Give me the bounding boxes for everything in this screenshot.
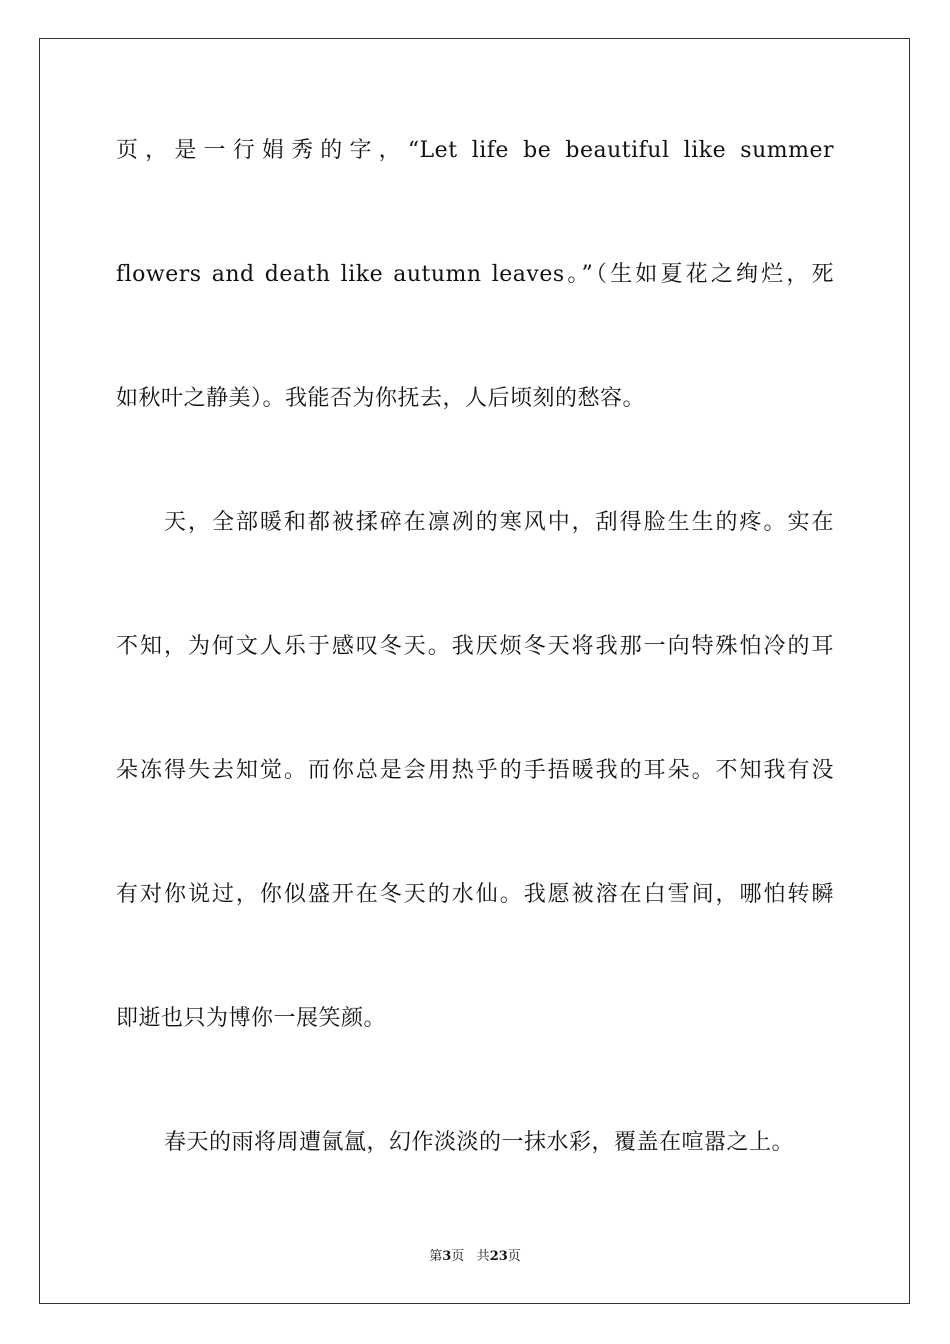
footer-total-suffix: 页: [507, 1249, 521, 1264]
text-line-3: 如秋叶之静美）。我能否为你抚去，人后顷刻的愁容。: [116, 386, 646, 411]
text-line-4: 天，全部暖和都被揉碎在凛冽的寒风中，刮得脸生生的疼。实在: [164, 510, 834, 535]
footer-prefix: 第: [429, 1249, 443, 1264]
text-line-2: flowers and death like autumn leaves。”（生如夏花之绚烂，死: [116, 262, 834, 287]
page-border: [39, 38, 910, 1304]
text-line-1: 页，是一行娟秀的字，“Let life be beautiful like summer: [116, 138, 834, 163]
footer-total-prefix: 共: [476, 1249, 490, 1264]
text-line-9: 春天的雨将周遭氤氲，幻作淡淡的一抹水彩，覆盖在喧嚣之上。: [164, 1130, 795, 1155]
text-line-8: 即逝也只为博你一展笑颜。: [116, 1006, 387, 1031]
page-footer: [0, 1248, 950, 1266]
text-line-5: 不知，为何文人乐于感叹冬天。我厌烦冬天将我那一向特殊怕冷的耳: [116, 634, 834, 659]
text-line-7: 有对你说过，你似盛开在冬天的水仙。我愿被溶在白雪间，哪怕转瞬: [116, 882, 834, 907]
current-page-number: 3: [442, 1249, 452, 1264]
footer-page-suffix: 页: [451, 1249, 465, 1264]
text-line-6: 朵冻得失去知觉。而你总是会用热乎的手捂暖我的耳朵。不知我有没: [116, 758, 834, 783]
total-page-count: 23: [489, 1249, 508, 1264]
